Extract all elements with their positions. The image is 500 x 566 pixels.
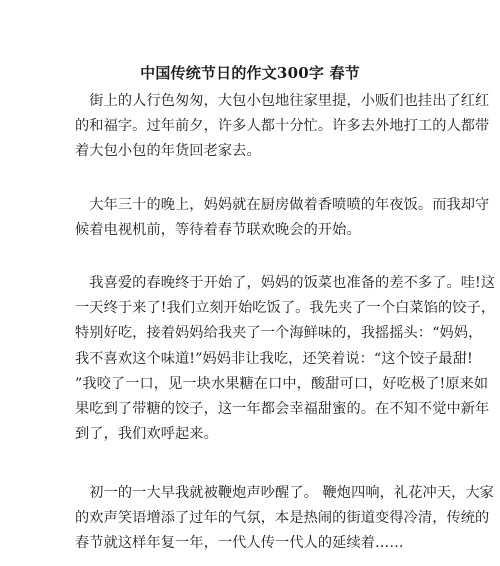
paragraph-3-line-5: ”我咬了一口，见一块水果糖在口中，酸甜可口，好吃极了!原来如	[75, 376, 489, 392]
paragraph-2-line-1: 大年三十的晚上，妈妈就在厨房做着香喷喷的年夜饭。而我却守	[75, 197, 490, 213]
paragraph-1-line-2: 的和福字。过年前夕，许多人都十分忙。许多去外地打工的人都带	[75, 118, 490, 134]
paragraph-3-line-6: 果吃到了带糖的饺子，这一年都会幸福甜蜜的。在不知不觉中新年	[75, 401, 490, 417]
paragraph-2-line-2: 候着电视机前，等待着春节联欢晚会的开始。	[75, 222, 361, 238]
paragraph-4-line-1: 初一的一大早我就被鞭炮声吵醒了。 鞭炮四响，礼花冲天，大家	[75, 485, 494, 501]
paragraph-3-line-7: 到了，我们欢呼起来。	[75, 426, 218, 442]
paragraph-4-line-3: 春节就这样年复一年，一代人传一代人的延续着……	[75, 535, 404, 551]
paragraph-3-line-3: 特别好吃，接着妈妈给我夹了一个海鲜味的，我摇摇头：“妈妈，	[75, 325, 483, 341]
paragraph-3-line-4: 我不喜欢这个味道!”妈妈非让我吃，还笑着说：“这个饺子最甜!	[75, 351, 473, 367]
paragraph-4-line-2: 的欢声笑语增添了过年的气氛，本是热闹的街道变得冷清，传统的	[75, 510, 490, 526]
paragraph-3-line-2: 一天终于来了!我们立刻开始吃饭了。我先夹了一个白菜馅的饺子，	[75, 300, 496, 316]
paragraph-3-line-1: 我喜爱的春晚终于开始了，妈妈的饭菜也准备的差不多了。哇!这	[75, 275, 496, 291]
document-title: 中国传统节日的作文300字 春节	[140, 64, 360, 82]
paragraph-1-line-1: 街上的人行色匆匆，大包小包地往家里提，小贩们也挂出了红红	[75, 93, 490, 109]
paragraph-1-line-3: 着大包小包的年货回老家去。	[75, 143, 261, 159]
